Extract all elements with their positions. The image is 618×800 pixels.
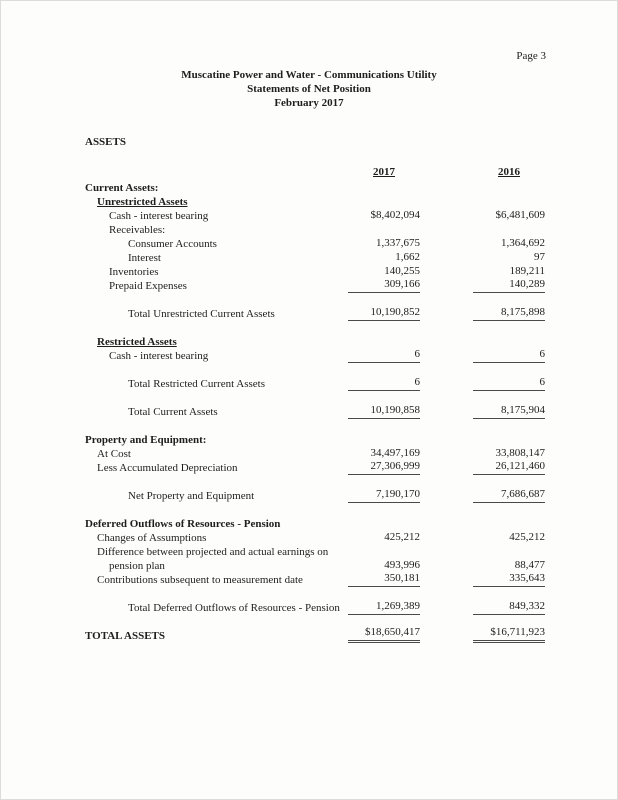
- row-label: Cash - interest bearing: [109, 350, 209, 362]
- statement-row: [85, 335, 545, 349]
- statement-row: [85, 223, 545, 237]
- value-2017: 425,212: [384, 531, 420, 543]
- row-label: TOTAL ASSETS: [85, 630, 166, 642]
- column-headers: [85, 166, 545, 179]
- value-2016: 26,121,460: [473, 460, 545, 475]
- row-label: Prepaid Expenses: [109, 280, 187, 292]
- value-2016: 849,332: [473, 600, 545, 615]
- value-2016: 8,175,904: [473, 404, 545, 419]
- value-2017: 1,269,389: [348, 600, 420, 615]
- value-2017: $18,650,417: [348, 626, 420, 643]
- page-number: Page 3: [516, 50, 546, 62]
- value-2016: $16,711,923: [473, 626, 545, 643]
- row-label: Less Accumulated Depreciation: [97, 462, 238, 474]
- statement-row: [85, 181, 545, 195]
- section-heading-assets: ASSETS: [85, 136, 126, 148]
- row-label: Total Deferred Outflows of Resources - Pension: [128, 602, 340, 614]
- statement-row: [85, 279, 545, 293]
- value-2017: 10,190,858: [348, 404, 420, 419]
- title-line-statement: Statements of Net Position: [247, 83, 371, 95]
- value-2016: 8,175,898: [473, 306, 545, 321]
- row-label: Cash - interest bearing: [109, 210, 209, 222]
- row-label: pension plan: [109, 560, 165, 572]
- row-label: Difference between projected and actual earnings on: [97, 546, 329, 558]
- statement-body: [85, 136, 545, 643]
- row-label: Net Property and Equipment: [128, 490, 255, 502]
- value-2017: 27,306,999: [348, 460, 420, 475]
- statement-row: [85, 545, 545, 559]
- value-2016: 425,212: [509, 531, 545, 543]
- row-label: Total Restricted Current Assets: [128, 378, 266, 390]
- statement-row: [85, 531, 545, 545]
- row-label: Inventories: [109, 266, 159, 278]
- value-2017: 10,190,852: [348, 306, 420, 321]
- row-label: Property and Equipment:: [85, 434, 207, 446]
- row-label: Total Current Assets: [128, 406, 218, 418]
- row-label: At Cost: [97, 448, 131, 460]
- row-label: Contributions subsequent to measurement date: [97, 574, 303, 586]
- row-label: Interest: [128, 252, 161, 264]
- value-2017: 1,662: [395, 251, 420, 263]
- value-2016: $6,481,609: [495, 209, 545, 221]
- row-label: Unrestricted Assets: [97, 196, 188, 208]
- row-label: Deferred Outflows of Resources - Pension: [85, 518, 281, 530]
- row-label: Changes of Assumptions: [97, 532, 207, 544]
- statement-row: [85, 265, 545, 279]
- value-2016: 6: [473, 348, 545, 363]
- statement-row: [85, 307, 545, 321]
- value-2017: $8,402,094: [370, 209, 420, 221]
- statement-row: [85, 461, 545, 475]
- value-2016: 7,686,687: [473, 488, 545, 503]
- statement-row: [85, 573, 545, 587]
- statement-row: [85, 433, 545, 447]
- row-label: Receivables:: [109, 224, 166, 236]
- value-2017: 1,337,675: [376, 237, 420, 249]
- title-line-company: Muscatine Power and Water - Communications Utility: [181, 69, 437, 81]
- value-2016: 189,211: [509, 265, 545, 277]
- statement-row: [85, 447, 545, 461]
- row-label: Total Unrestricted Current Assets: [128, 308, 275, 320]
- column-header-2017: 2017: [373, 166, 395, 178]
- column-header-2016: 2016: [498, 166, 520, 178]
- value-2016: 6: [473, 376, 545, 391]
- value-2017: 493,996: [384, 559, 420, 571]
- row-label: Consumer Accounts: [128, 238, 217, 250]
- statement-row: [85, 237, 545, 251]
- statement-row: [85, 349, 545, 363]
- value-2016: 140,289: [473, 278, 545, 293]
- statement-row: [85, 626, 545, 643]
- value-2017: [348, 194, 420, 195]
- column-gap: [420, 166, 473, 179]
- value-2017: 140,255: [384, 265, 420, 277]
- title-line-date: February 2017: [274, 97, 344, 109]
- statement-row: [85, 377, 545, 391]
- value-2016: 1,364,692: [501, 237, 545, 249]
- statement-row: [85, 559, 545, 573]
- statement-row: [85, 195, 545, 209]
- statement-row: [85, 489, 545, 503]
- value-2017: 6: [348, 376, 420, 391]
- statement-row: [85, 209, 545, 223]
- row-label: Restricted Assets: [97, 336, 177, 348]
- statement-rows: [85, 181, 545, 643]
- value-2017: 34,497,169: [370, 447, 420, 459]
- value-2016: 97: [534, 251, 545, 263]
- column-header-spacer: [85, 166, 348, 179]
- value-2016: [473, 194, 545, 195]
- document-title-block: [0, 68, 618, 110]
- statement-row: [85, 517, 545, 531]
- value-2017: 309,166: [348, 278, 420, 293]
- row-label: Current Assets:: [85, 182, 159, 194]
- value-2017: 7,190,170: [348, 488, 420, 503]
- value-2017: 6: [348, 348, 420, 363]
- statement-row: [85, 251, 545, 265]
- statement-row: [85, 601, 545, 615]
- value-2016: 335,643: [473, 572, 545, 587]
- value-2017: 350,181: [348, 572, 420, 587]
- value-2016: 33,808,147: [495, 447, 545, 459]
- value-2016: 88,477: [514, 559, 545, 571]
- statement-row: [85, 405, 545, 419]
